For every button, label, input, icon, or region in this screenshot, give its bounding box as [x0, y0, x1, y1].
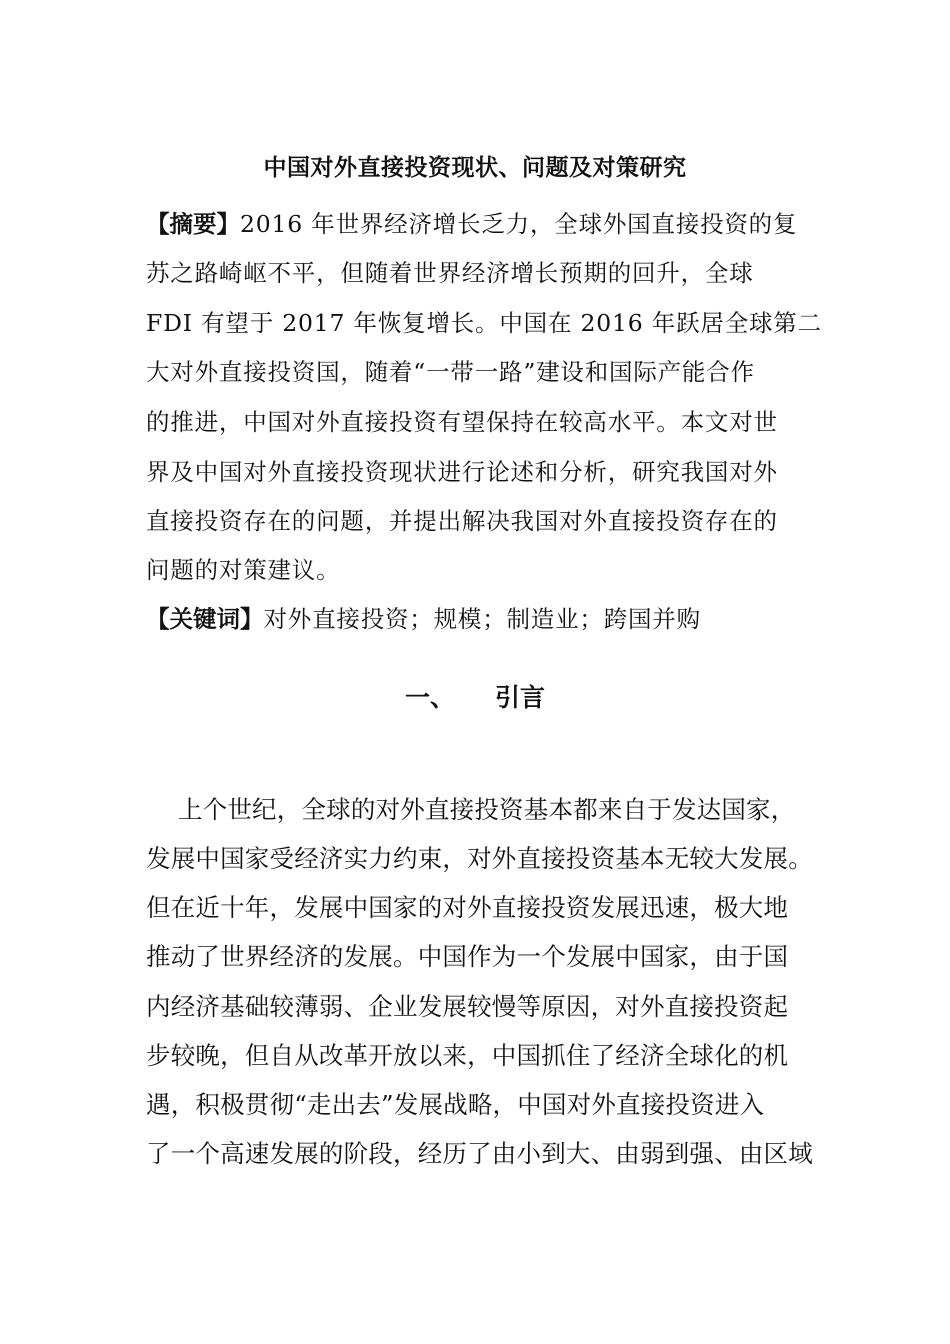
- document-title: 中国对外直接投资现状、问题及对策研究: [263, 155, 687, 181]
- abstract-line-2: 苏之路崎岖不平，但随着世界经济增长预期的回升，全球: [146, 259, 754, 287]
- body-line-4: 推动了世界经济的发展。中国作为一个发展中国家，由于国: [146, 942, 789, 971]
- body-line-8: 了一个高速发展的阶段，经历了由小到大、由弱到强、由区域: [146, 1139, 813, 1168]
- section-title: 引言: [495, 683, 546, 712]
- abstract-line-3: FDI 有望于 2017 年恢复增长。中国在 2016 年跃居全球第二: [146, 309, 822, 337]
- abstract-line-6: 界及中国对外直接投资现状进行论述和分析，研究我国对外: [146, 458, 778, 486]
- abstract-text: 2016 年世界经济增长乏力，全球外国直接投资的复: [240, 210, 798, 238]
- keywords-label: 【关键词】: [146, 605, 264, 633]
- body-line-5: 内经济基础较薄弱、企业发展较慢等原因，对外直接投资起: [146, 992, 789, 1021]
- abstract-line-4: 大对外直接投资国，随着“一带一路”建设和国际产能合作: [146, 358, 755, 386]
- abstract-line-1: [146, 208, 797, 240]
- abstract-line-5: 的推进，中国对外直接投资有望保持在较高水平。本文对世: [146, 408, 778, 436]
- body-line-6: 步较晚，但自从改革开放以来，中国抓住了经济全球化的机: [146, 1041, 789, 1070]
- abstract-line-8: 问题的对策建议。: [146, 556, 341, 584]
- section-number: 一、: [404, 683, 455, 712]
- abstract-line-7: 直接投资存在的问题，并提出解决我国对外直接投资存在的: [146, 507, 778, 535]
- body-line-7: 遇，积极贯彻“走出去”发展战略，中国对外直接投资进入: [146, 1090, 765, 1119]
- body-line-1: 上个世纪，全球的对外直接投资基本都来自于发达国家，: [146, 795, 796, 824]
- abstract-label: 【摘要】: [146, 210, 240, 238]
- body-line-3: 但在近十年，发展中国家的对外直接投资发展迅速，极大地: [146, 893, 789, 922]
- body-line-2: 发展中国家受经济实力约束，对外直接投资基本无较大发展。: [146, 844, 813, 873]
- keywords-text: 对外直接投资；规模；制造业；跨国并购: [263, 605, 701, 633]
- section-heading: [0, 680, 950, 716]
- keywords-line: [146, 603, 701, 635]
